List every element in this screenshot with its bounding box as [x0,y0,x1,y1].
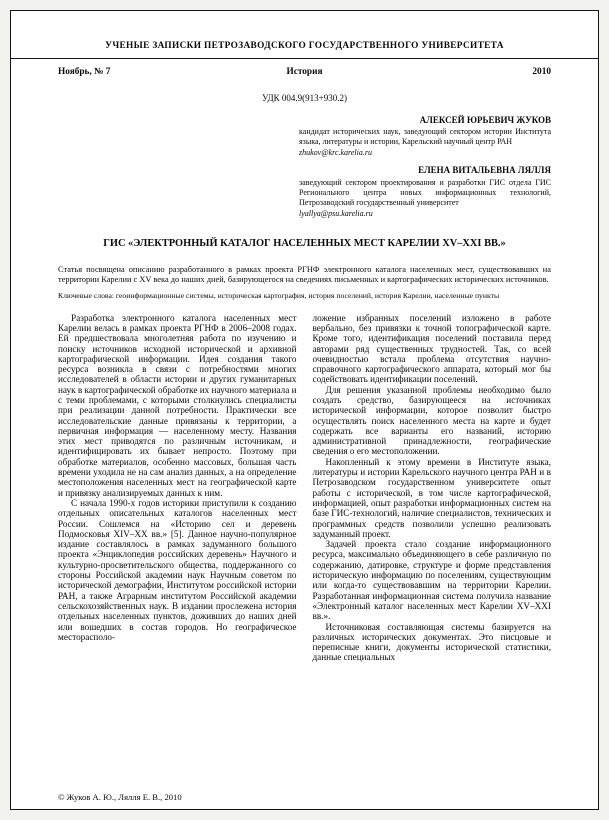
paragraph: Для решения указанной проблемы необходимо было создать средство, базирующееся на источниках исторической информации, которое позволит быстро осуществлять поиск населенного места на карте и будет содержать все варианты его названий, историю административной принадлежности, географические сведения о его местоположении. [312,384,551,457]
left-column [58,313,297,663]
issue-number: Ноябрь, № 7 [58,67,111,77]
author-affiliation: кандидат исторических наук, заведующий сектором истории Института языка, литературы и истории, Карельский научный центр РАН [299,127,551,147]
journal-header-banner [11,11,598,59]
article-title: ГИС «ЭЛЕКТРОННЫЙ КАТАЛОГ НАСЕЛЕННЫХ МЕСТ КАРЕЛИИ XV–XXI ВВ.» [103,237,506,249]
journal-title: УЧЕНЫЕ ЗАПИСКИ ПЕТРОЗАВОДСКОГО ГОСУДАРСТВЕННОГО УНИВЕРСИТЕТА [105,41,504,51]
author-entry [299,165,551,218]
author-email: zhukov@krc.karelia.ru [299,148,372,158]
author-name: ЕЛЕНА ВИТАЛЬЕВНА ЛЯЛЛЯ [418,165,551,176]
section-title: История [286,67,323,77]
keywords-list: геоинформационные системы, историческая картография, история поселений, история Карелии, населенные пункты [115,291,500,300]
right-column [313,313,552,663]
article-abstract: Статья посвящена описанию разработанного в рамках проекта РГНФ электронного каталога населенных мест, существовавших на территории Карелии с XV века до наших дней, базирующегося на сведениях письменных и картографических исторических источников. [58,264,551,285]
keywords-label: Ключевые слова: [58,291,116,300]
article-body [58,313,551,663]
paragraph: ложение избранных поселений изложено в работе вербально, без привязки к точной топографической карте. Кроме того, идентификация поселений поставила перед авторами ряд существенных трудностей. Так, со всей очевидностью встала проблема отсутствия научно-справочного картографического аппарата, который мог бы содействовать идентификации поселений. [312,312,551,385]
copyright-notice: © Жуков А. Ю., Лялля Е. В., 2010 [58,792,182,802]
author-entry [299,115,551,158]
issue-year: 2010 [532,67,551,77]
paragraph: Накопленный к этому времени в Институте языка, литературы и истории Карельского научного центра РАН и в Петрозаводском государственном университете опыт работы с исторической, в том числе картографической, информацией, опыт разработки информационных систем на базе ГИС-технологий, наличие специалистов, технических и программных средств позволили успешно реализовать задуманный проект. [312,456,551,539]
author-email: lyallya@psu.karelia.ru [299,208,373,218]
author-affiliation: заведующий сектором проектирования и разработки ГИС отдела ГИС Регионального центра новых информационных технологий, Петрозаводский государственный университет [299,177,551,207]
paper-page [10,10,599,810]
issue-row [11,59,598,77]
paragraph: С начала 1990-х годов историки приступили к созданию отдельных описательных каталогов населенных мест России. Сошлемся на «Историю сел и деревень Подмосковья XIV–XX вв.» [5]. Данное научно-популярное издание составлялось в рамках задуманного большого проекта «Энциклопедия российских деревень» Научного и культурно-просветительского общества, поддержанного со стороны Российской академии наук Научным советом по исторической демографии, Институтом российской истории РАН, а также Аграрным институтом Российской академии сельскохозяйственных наук. В издании прослежена история отдельных населенных пунктов, доживших до наших дней или вошедших в состав городов. Но географическое месторасполо- [58,497,297,642]
paragraph: Разработка электронного каталога населенных мест Карелии велась в рамках проекта РГНФ в 2006–2008 годах. Ей предшествовала многолетняя работа по изучению и поиску источников исходной исторической и архивной картографической информации. Идея создания такого ресурса возникла в связи с потребностями многих исследователей в области истории и других гуманитарных наук в картографической обработке их научного материала и с теми проблемами, с которыми столкнулись специалисты при реализации данной потребности. Практически все исследовательские данные привязаны к территории, а первичная информация — населенному месту. Названия этих мест приводятся по различным источникам, и идентифицировать их бывает непросто. Поэтому при обработке материалов, особенно массовых, большая часть времени уходила не на сам анализ данных, а на определение местоположения населенных мест на географической карте и привязку анализируемых данных к ним. [58,312,297,498]
authors-block [299,115,551,219]
udk-code: УДК 004.9(913+930.2) [262,93,347,103]
author-name: АЛЕКСЕЙ ЮРЬЕВИЧ ЖУКОВ [419,115,551,125]
article-keywords [58,291,551,301]
paragraph: Источниковая составляющая системы базируется на различных исторических документах. Это писцовые и переписные книги, документы исторической статистики, данные специальных [312,621,551,663]
paragraph: Задачей проекта стало создание информационного ресурса, максимально объединяющего в себе различную по содержанию, датировке, структуре и форме представления историческую информацию по поселениям, существующим или когда-то существовавшим на территории Карелии. Разработанная информационная система получила название «Электронный каталог населенных мест Карелии XV–XXI вв.». [312,539,551,622]
